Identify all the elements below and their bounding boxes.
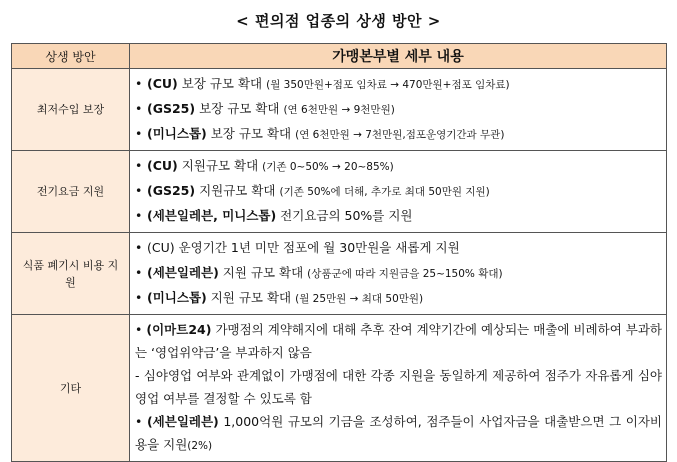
list-item: • (미니스톱) 지원 규모 확대 (월 25만원 → 최대 50만원) bbox=[135, 290, 424, 305]
table-row bbox=[12, 233, 667, 315]
table-row bbox=[12, 151, 667, 233]
list-item: • (GS25) 보장 규모 확대 (연 6천만원 → 9천만원) bbox=[135, 101, 395, 116]
row-category: 기타 bbox=[12, 315, 130, 462]
document-title: < 편의점 업종의 상생 방안 > bbox=[236, 12, 441, 30]
row-details bbox=[130, 315, 667, 462]
row-category: 전기요금 지원 bbox=[12, 151, 130, 233]
row-category: 식품 폐기시 비용 지원 bbox=[12, 233, 130, 315]
table-header-row bbox=[12, 44, 667, 69]
list-item: • (CU) 운영기간 1년 미만 점포에 월 30만원을 새롭게 지원 bbox=[135, 240, 460, 255]
list-item: • (미니스톱) 보장 규모 확대 (연 6천만원 → 7천만원,점포운영기간과 무관) bbox=[135, 126, 505, 141]
list-item: - 심야영업 여부와 관계없이 가맹점에 대한 각종 지원을 동일하게 제공하여 점주가 자유롭게 심야영업 여부를 결정할 수 있도록 함 bbox=[135, 368, 662, 406]
table-row bbox=[12, 315, 667, 462]
row-details bbox=[130, 151, 667, 233]
header-category: 상생 방안 bbox=[12, 44, 130, 69]
row-details bbox=[130, 69, 667, 151]
row-details bbox=[130, 233, 667, 315]
list-item: • (CU) 보장 규모 확대 (월 350만원+점포 임차료 → 470만원+점포 임차료) bbox=[135, 76, 510, 91]
table-row bbox=[12, 69, 667, 151]
header-details: 가맹본부별 세부 내용 bbox=[130, 44, 667, 69]
row-category: 최저수입 보장 bbox=[12, 69, 130, 151]
list-item: • (이마트24) 가맹점의 계약해지에 대해 추후 잔여 계약기간에 예상되는 매출에 비례하여 부과하는 ‘영업위약금’을 부과하지 않음 bbox=[135, 322, 662, 360]
measures-table bbox=[11, 43, 667, 462]
list-item: • (CU) 지원규모 확대 (기존 0~50% → 20~85%) bbox=[135, 158, 394, 173]
list-item: • (세븐일레븐) 지원 규모 확대 (상품군에 따라 지원금을 25~150% 확대) bbox=[135, 265, 503, 280]
list-item: • (GS25) 지원규모 확대 (기존 50%에 더해, 추가로 최대 50만원 지원) bbox=[135, 183, 490, 198]
list-item: • (세븐일레븐, 미니스톱) 전기요금의 50%를 지원 bbox=[135, 208, 413, 223]
list-item: • (세븐일레븐) 1,000억원 규모의 기금을 조성하여, 점주들이 사업자금을 대출받으면 그 이자비용을 지원(2%) bbox=[135, 414, 662, 452]
